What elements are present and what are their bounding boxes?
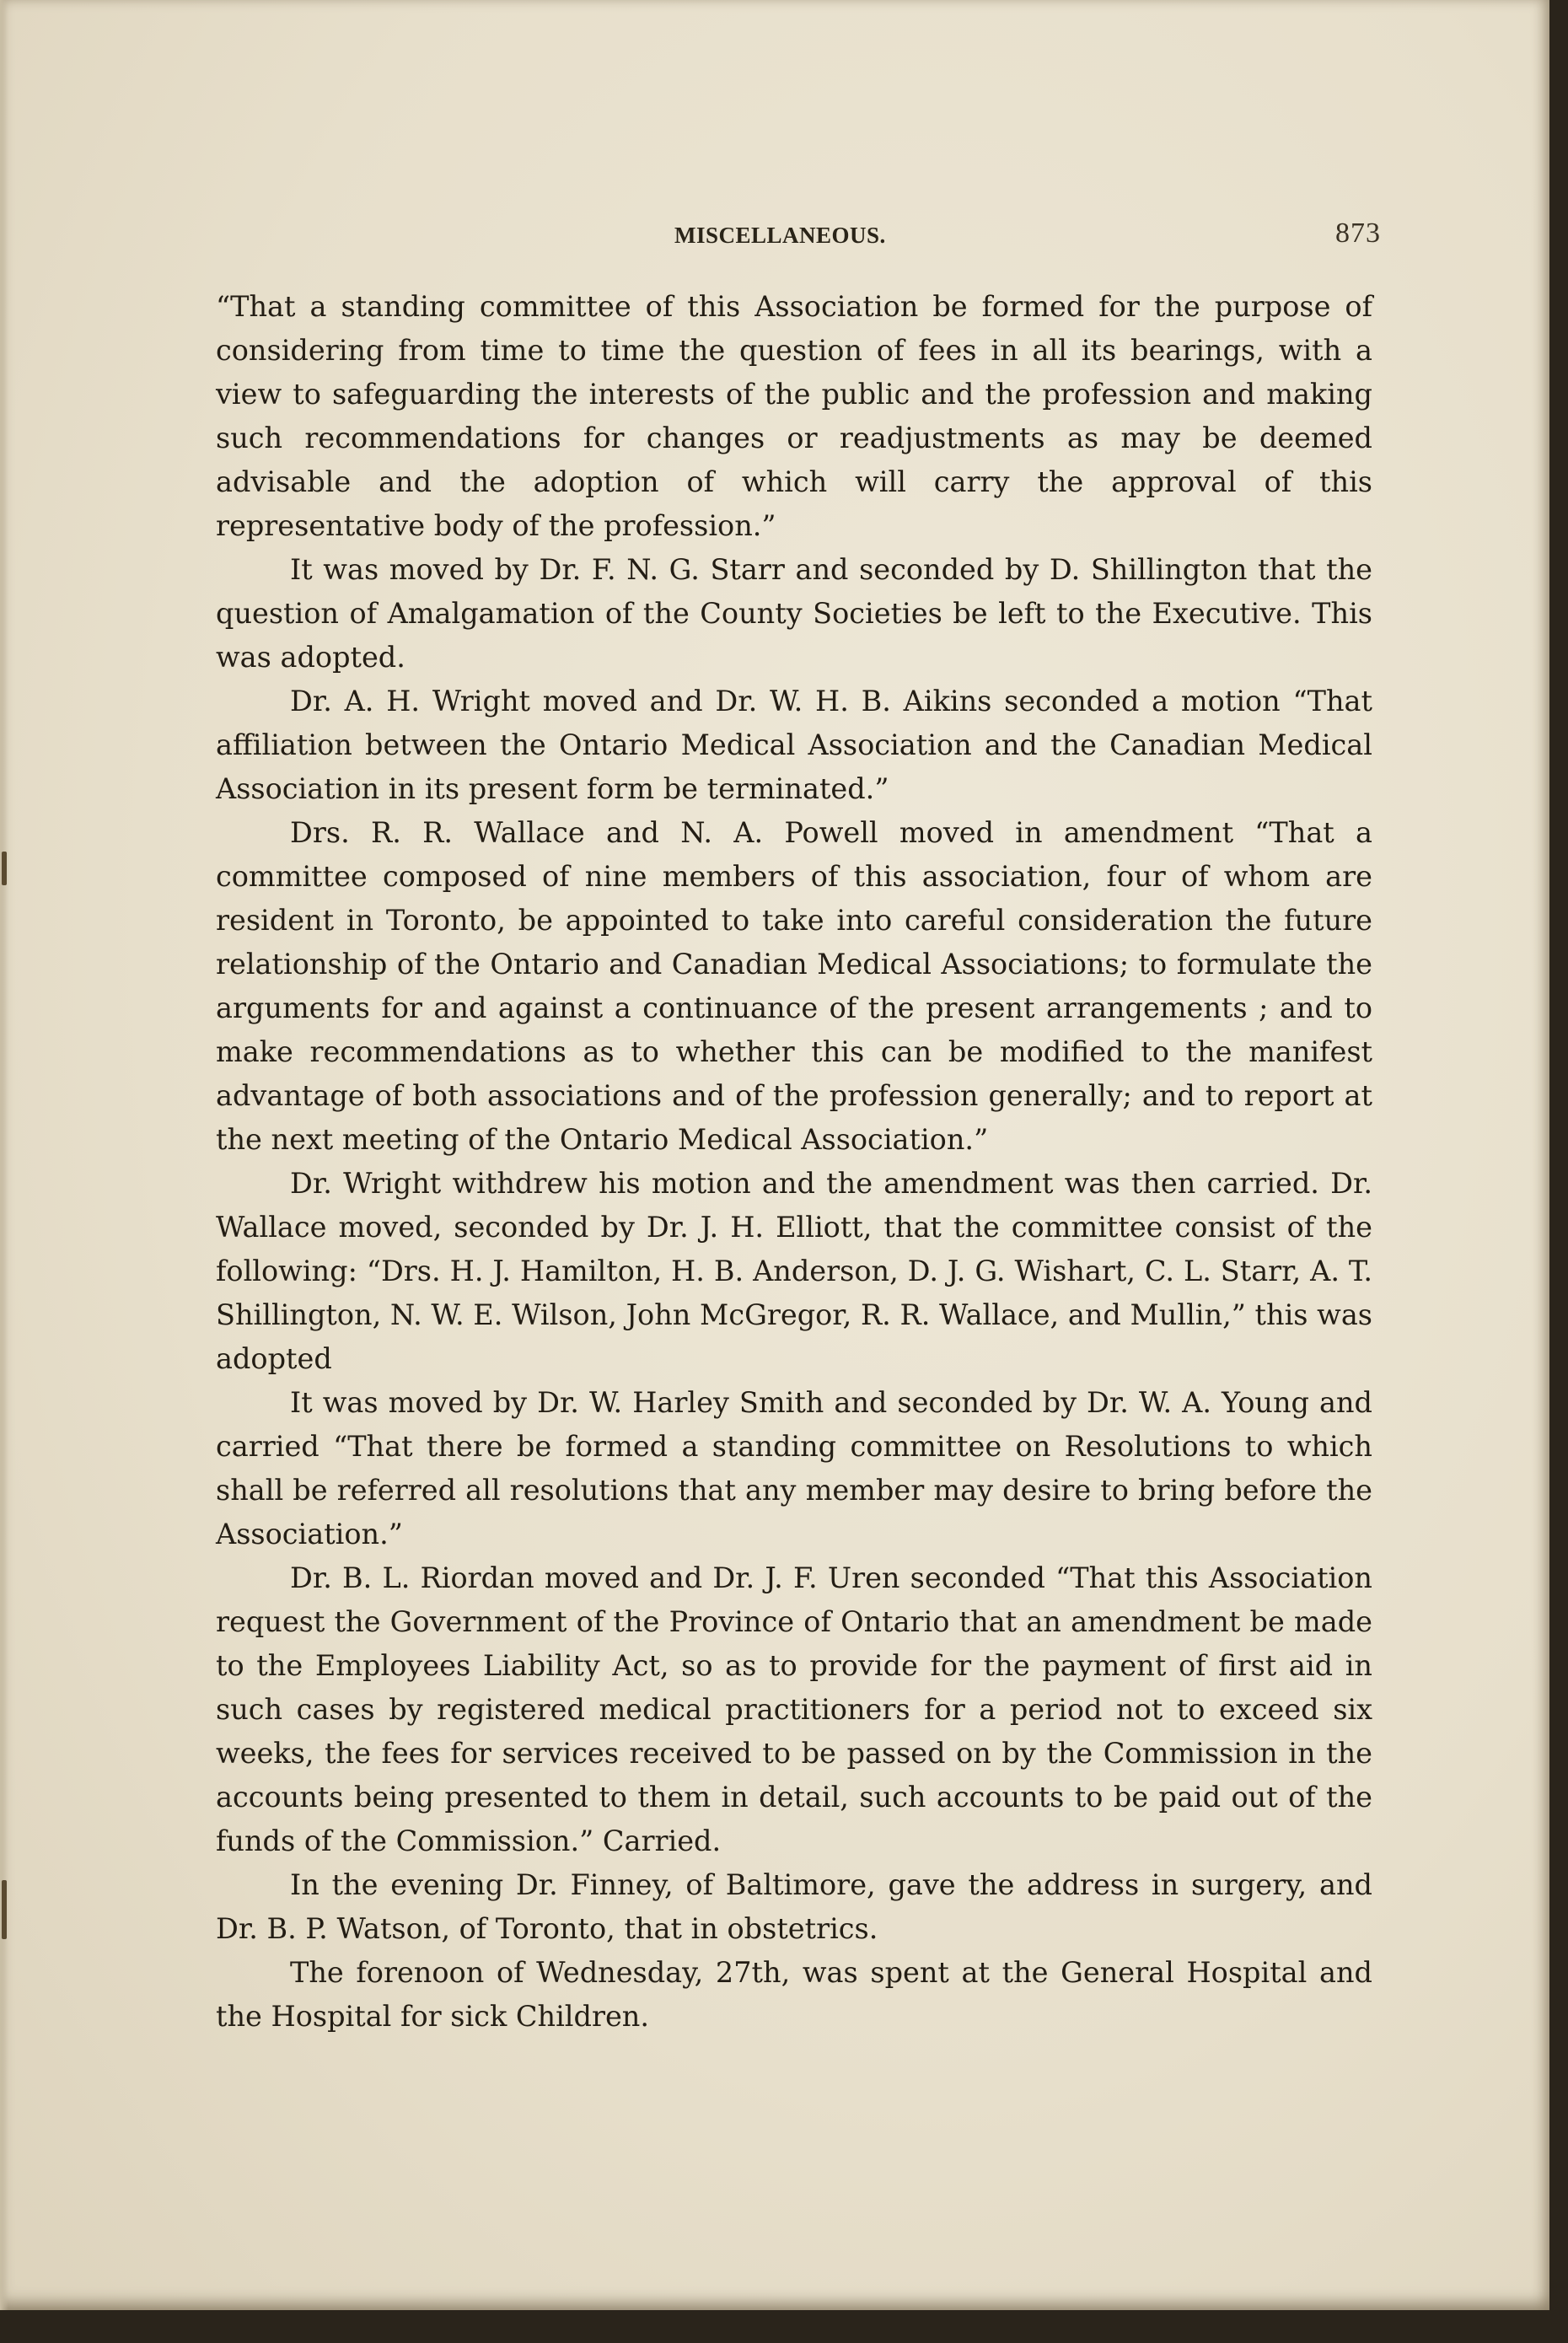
paragraph: Dr. A. H. Wright moved and Dr. W. H. B. Aikins seconded a motion “That affiliation between the Ontario Medical Association and the Canadian Medical Association in its present form be terminated.” (216, 685, 1372, 805)
page-header (217, 218, 1381, 260)
paragraph: It was moved by Dr. F. N. G. Starr and seconded by D. Shillington that the question of Amalgamation of the County Societies be left to the Executive. This was adopted. (216, 553, 1372, 674)
binding-mark (2, 1880, 7, 1939)
binding-mark (2, 852, 7, 885)
paragraph: It was moved by Dr. W. Harley Smith and seconded by Dr. W. A. Young and carried “That there be formed a standing committee on Resolutions to which shall be referred all resolutions that any member may desire to bring before the Association.” (216, 1386, 1372, 1550)
paragraph: Drs. R. R. Wallace and N. A. Powell moved in amendment “That a committee composed of nine members of this association, four of whom are resident in Toronto, be appointed to take into careful consideration the future relationship of the Ontario and Canadian Medical Associations; to formulate the arguments for and against a continuance of the present arrangements ; and to make recommendations as to whether this can be modified to the manifest advantage of both associations and of the profession generally; and to report at the next meeting of the Ontario Medical Association.” (216, 816, 1372, 1156)
page-gutter-shadow (0, 0, 8, 2310)
paragraph: Dr. B. L. Riordan moved and Dr. J. F. Uren seconded “That this Association request the Government of the Province of Ontario that an amendment be made to the Employees Liability Act, so as to provide for the payment of first aid in such cases by registered medical practitioners for a period not to exceed six weeks, the fees for services received to be passed on by the Commission in the accounts being presented to them in detail, such accounts to be paid out of the funds of the Commission.” Carried. (216, 1561, 1372, 1857)
body-text (216, 285, 1372, 2039)
paragraph: In the evening Dr. Finney, of Baltimore, gave the address in surgery, and Dr. B. P. Watson, of Toronto, that in obstetrics. (216, 1868, 1372, 1945)
paragraph: Dr. Wright withdrew his motion and the amendment was then carried. Dr. Wallace moved, seconded by Dr. J. H. Elliott, that the committee consist of the following: “Drs. H. J. Hamilton, H. B. Anderson, D. J. G. Wishart, C. L. Starr, A. T. Shillington, N. W. E. Wilson, John McGregor, R. R. Wallace, and Mullin,” this was adopted (216, 1167, 1372, 1375)
paragraph: “That a standing committee of this Association be formed for the purpose of considering from time to time the question of fees in all its bearings, with a view to safeguarding the interests of the public and the profession and making such recommendations for changes or readjustments as may be deemed advisable and the adoption of which will carry the approval of this representative body of the profession.” (216, 290, 1372, 542)
paragraph: The forenoon of Wednesday, 27th, was spent at the General Hospital and the Hospital for sick Children. (216, 1956, 1372, 2033)
running-head: MISCELLANEOUS. (674, 223, 886, 248)
page-number: 873 (1335, 218, 1381, 249)
